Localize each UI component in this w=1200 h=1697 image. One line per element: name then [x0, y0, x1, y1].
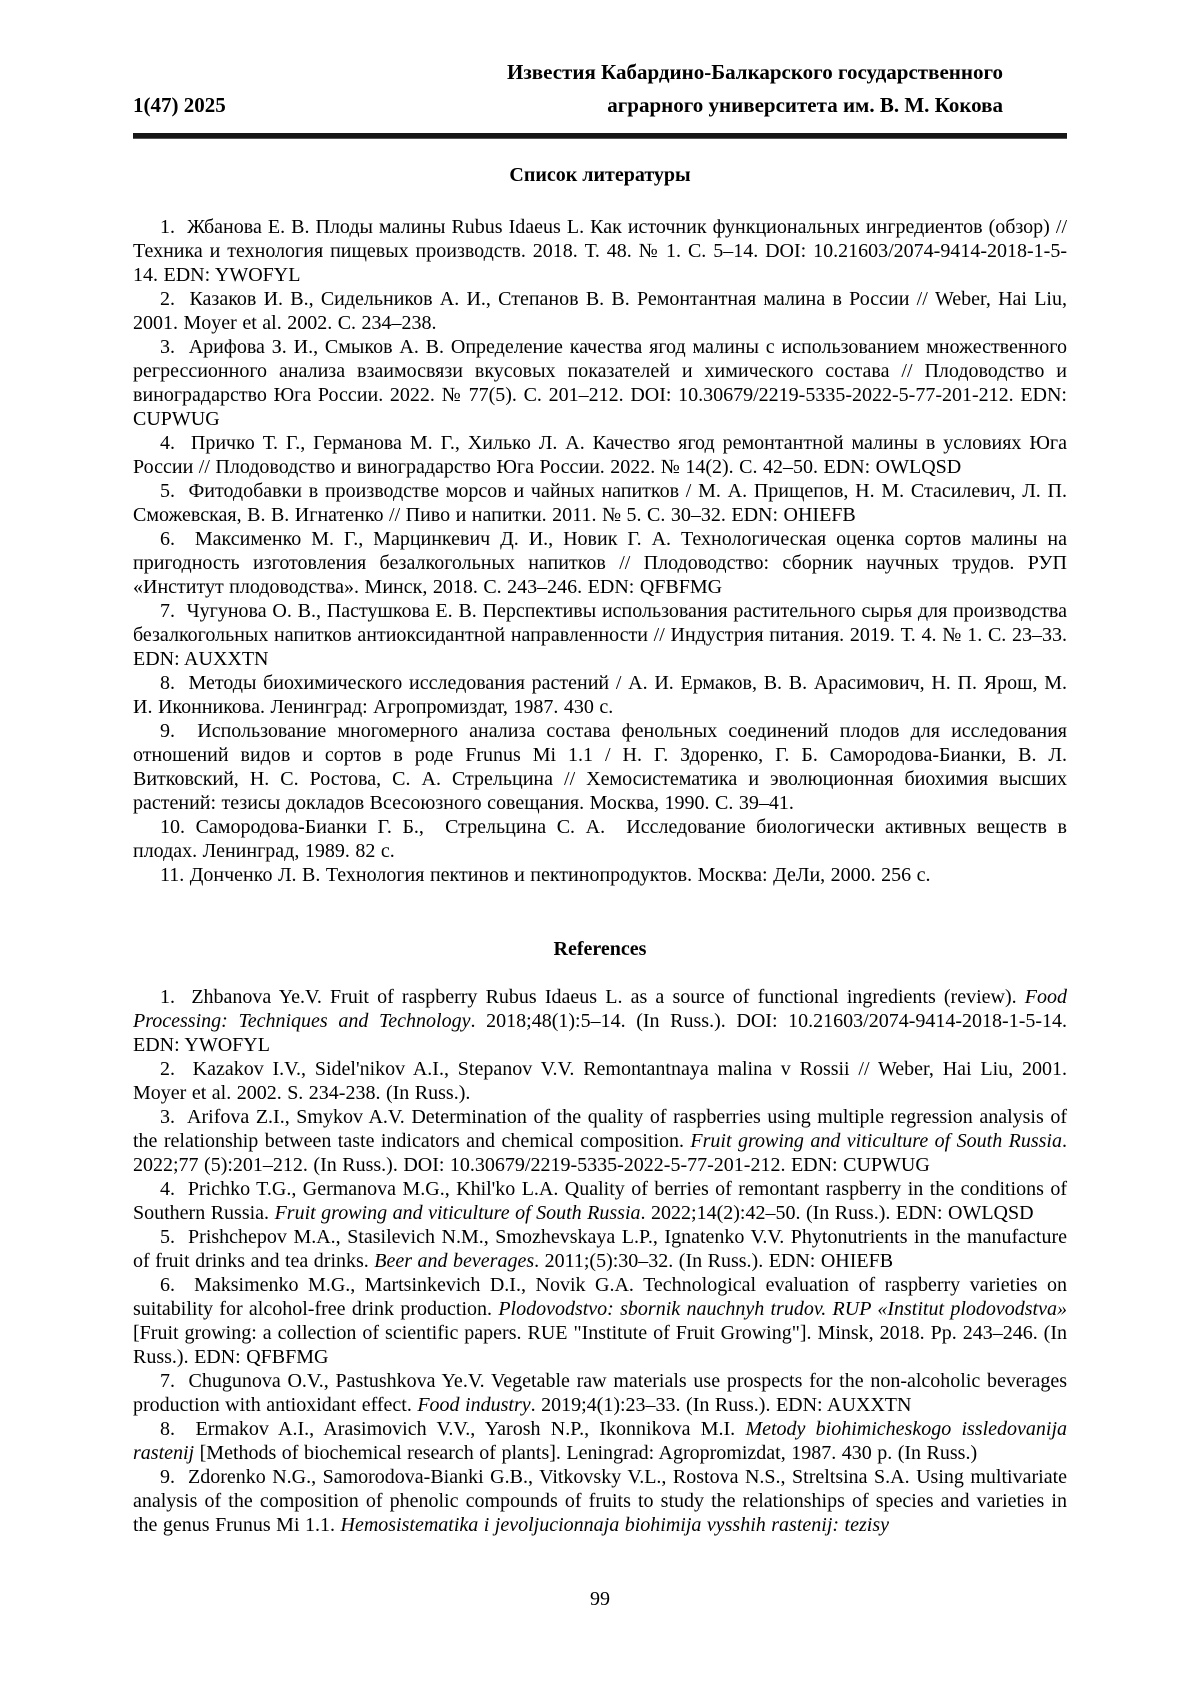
section-title: Список литературы — [509, 164, 691, 186]
reference-text: 1. Жбанова Е. В. Плоды малины Rubus Idaeus L. Как источник функциональных ингредиентов (обзор) // Техника и технология пищевых производств. 2018. Т. 48. № 1. С. 5–14. DOI: 10.21603/2074-9414-2018-1-5-14. EDN: YWOFYL — [133, 216, 1067, 286]
reference-item — [133, 863, 1067, 887]
reference-item — [133, 985, 1067, 1057]
reference-item — [133, 671, 1067, 719]
reference-item — [133, 431, 1067, 479]
reference-text: . 2011;(5):30–32. (In Russ.). EDN: OHIEFB — [534, 1250, 894, 1272]
reference-source-italic: Metody biohimicheskogo issledovanija rastenij — [133, 1418, 1068, 1464]
reference-text: 3. Арифова З. И., Смыков А. В. Определение качества ягод малины с использованием множественного регрессионного анализа взаимосвязи вкусовых показателей и химического состава // Плодоводство и виноградарство Юга России. 2022. № 77(5). С. 201–212. DOI: 10.30679/2219-5335-2022-5-77-201-212. EDN: CUPWUG — [133, 336, 1067, 430]
reference-text: . 2018;48(1):5–14. (In Russ.). DOI: 10.21603/2074-9414-2018-1-5-14. EDN: YWOFYL — [133, 1010, 1068, 1056]
reference-item — [133, 1417, 1067, 1465]
reference-item — [133, 1177, 1067, 1225]
page-header — [133, 56, 1067, 122]
section-title: References — [553, 938, 647, 960]
reference-item — [133, 1225, 1067, 1273]
reference-item — [133, 335, 1067, 431]
reference-item — [133, 1465, 1067, 1537]
reference-item — [133, 1105, 1067, 1177]
references-section — [133, 163, 1067, 887]
reference-text: 8. Методы биохимического исследования растений / А. И. Ермаков, В. В. Арасимович, Н. П. Ярош, М. И. Иконникова. Ленинград: Агропромиздат, 1987. 430 с. — [133, 672, 1067, 718]
reference-text: 9. Zdorenko N.G., Samorodova-Bianki G.B., Vitkovsky V.L., Rostova N.S., Streltsina S.A. Using multivariate analysis of the composition of phenolic compounds of fruits to study the relationships of species and varieties in the genus Frunus Mi 1.1. — [133, 1466, 1067, 1536]
reference-item — [133, 479, 1067, 527]
reference-item — [133, 719, 1067, 815]
reference-text: 5. Фитодобавки в производстве морсов и чайных напитков / М. А. Прищепов, Н. М. Стасилевич, Л. П. Сможевская, В. В. Игнатенко // Пиво и напитки. 2011. № 5. С. 30–32. EDN: OHIEFB — [133, 480, 1067, 526]
reference-text: 3. Arifova Z.I., Smykov A.V. Determination of the quality of raspberries using multiple regression analysis of the relationship between taste indicators and chemical composition. — [133, 1106, 1067, 1152]
references-section — [133, 937, 1067, 1537]
references-sections-container — [133, 163, 1067, 1537]
journal-title-line2: аграрного университета им. В. М. Кокова — [607, 93, 1003, 117]
reference-text: 2. Казаков И. В., Сидельников А. И., Степанов В. В. Ремонтантная малина в России // Weber, Hai Liu, 2001. Moyer et al. 2002. С. 234–238. — [133, 288, 1067, 334]
reference-source-italic: Fruit growing and viticulture of South Russia — [274, 1202, 641, 1224]
reference-item — [133, 815, 1067, 863]
reference-text: 11. Донченко Л. В. Технология пектинов и пектинопродуктов. Москва: ДеЛи, 2000. 256 с. — [160, 864, 931, 886]
page-number: 99 — [590, 1588, 610, 1610]
reference-text: 2. Kazakov I.V., Sidel'nikov A.I., Stepanov V.V. Remontantnaya malina v Rossii // Weber, Hai Liu, 2001. Moyer et al. 2002. S. 234-238. (In Russ.). — [133, 1058, 1067, 1104]
reference-source-italic: Food Processing: Techniques and Technology — [133, 986, 1067, 1032]
reference-text: 5. Prishchepov M.A., Stasilevich N.M., Smozhevskaya L.P., Ignatenko V.V. Phytonutrients in the manufacture of fruit drinks and tea drinks. — [133, 1226, 1067, 1272]
reference-text: 8. Ermakov A.I., Arasimovich V.V., Yarosh N.P., Ikonnikova M.I. — [160, 1418, 746, 1440]
reference-item — [133, 1057, 1067, 1105]
reference-source-italic: Beer and beverages — [374, 1250, 535, 1272]
journal-title — [507, 56, 1067, 122]
journal-title-line1: Известия Кабардино-Балкарского государственного — [507, 60, 1003, 84]
reference-text: 7. Чугунова О. В., Пастушкова Е. В. Перспективы использования растительного сырья для производства безалкогольных напитков антиоксидантной направленности // Индустрия питания. 2019. Т. 4. № 1. С. 23–33. EDN: AUXXTN — [133, 600, 1067, 670]
reference-text: . 2022;14(2):42–50. (In Russ.). EDN: OWLQSD — [640, 1202, 1034, 1224]
reference-source-italic: Fruit growing and viticulture of South Russia — [690, 1130, 1062, 1152]
reference-item — [133, 215, 1067, 287]
reference-text: 4. Prichko T.G., Germanova M.G., Khil'ko L.A. Quality of berries of remontant raspberry in the conditions of Southern Russia. — [133, 1178, 1067, 1224]
header-divider — [133, 133, 1067, 139]
reference-text: [Methods of biochemical research of plants]. Leningrad: Agropromizdat, 1987. 430 p. (In Russ.) — [194, 1442, 978, 1464]
reference-source-italic: Plodovodstvo: sbornik nauchnyh trudov. RUP «Institut plodovodstva» — [498, 1298, 1067, 1320]
issue-number: 1(47) 2025 — [133, 93, 226, 117]
reference-text: . 2019;4(1):23–33. (In Russ.). EDN: AUXXTN — [530, 1394, 912, 1416]
reference-text: 9. Использование многомерного анализа состава фенольных соединений плодов для исследования отношений видов и сортов в роде Frunus Mi 1.1 / Н. Г. Здоренко, Г. Б. Самородова-Бианки, В. Л. Витковский, Н. С. Ростова, С. А. Стрельцина // Хемосистематика и эволюционная биохимия высших растений: тезисы докладов Всесоюзного совещания. Москва, 1990. С. 39–41. — [133, 720, 1067, 814]
reference-text: 7. Chugunova O.V., Pastushkova Ye.V. Vegetable raw materials use prospects for the non-alcoholic beverages production with antioxidant effect. — [133, 1370, 1067, 1416]
reference-source-italic: Hemosistematika i jevoljucionnaja biohimija vysshih rastenij: tezisy — [340, 1514, 889, 1536]
reference-text: 4. Причко Т. Г., Германова М. Г., Хилько Л. А. Качество ягод ремонтантной малины в условиях Юга России // Плодоводство и виноградарство Юга России. 2022. № 14(2). С. 42–50. EDN: OWLQSD — [133, 432, 1067, 478]
reference-text: . 2022;77 (5):201–212. (In Russ.). DOI: 10.30679/2219-5335-2022-5-77-201-212. EDN: CUPWUG — [133, 1130, 1067, 1176]
reference-source-italic: Food industry — [417, 1394, 531, 1416]
reference-text: [Fruit growing: a collection of scientific papers. RUE "Institute of Fruit Growing"]. Minsk, 2018. Pp. 243–246. (In Russ.). EDN: QFBFMG — [133, 1322, 1067, 1368]
reference-item — [133, 527, 1067, 599]
reference-item — [133, 1369, 1067, 1417]
reference-text: 6. Максименко М. Г., Марцинкевич Д. И., Новик Г. А. Технологическая оценка сортов малины на пригодность изготовления безалкогольных напитков // Плодоводство: сборник научных трудов. РУП «Институт плодоводства». Минск, 2018. С. 243–246. EDN: QFBFMG — [133, 528, 1067, 598]
reference-item — [133, 1273, 1067, 1369]
reference-text: 6. Maksimenko M.G., Martsinkevich D.I., Novik G.A. Technological evaluation of raspberry varieties on suitability for alcohol-free drink production. — [133, 1274, 1067, 1320]
reference-text: 10. Самородова-Бианки Г. Б., Стрельцина С. А. Исследование биологически активных веществ в плодах. Ленинград, 1989. 82 с. — [133, 816, 1067, 862]
reference-item — [133, 599, 1067, 671]
reference-text: 1. Zhbanova Ye.V. Fruit of raspberry Rubus Idaeus L. as a source of functional ingredients (review). — [160, 986, 1025, 1008]
reference-item — [133, 287, 1067, 335]
